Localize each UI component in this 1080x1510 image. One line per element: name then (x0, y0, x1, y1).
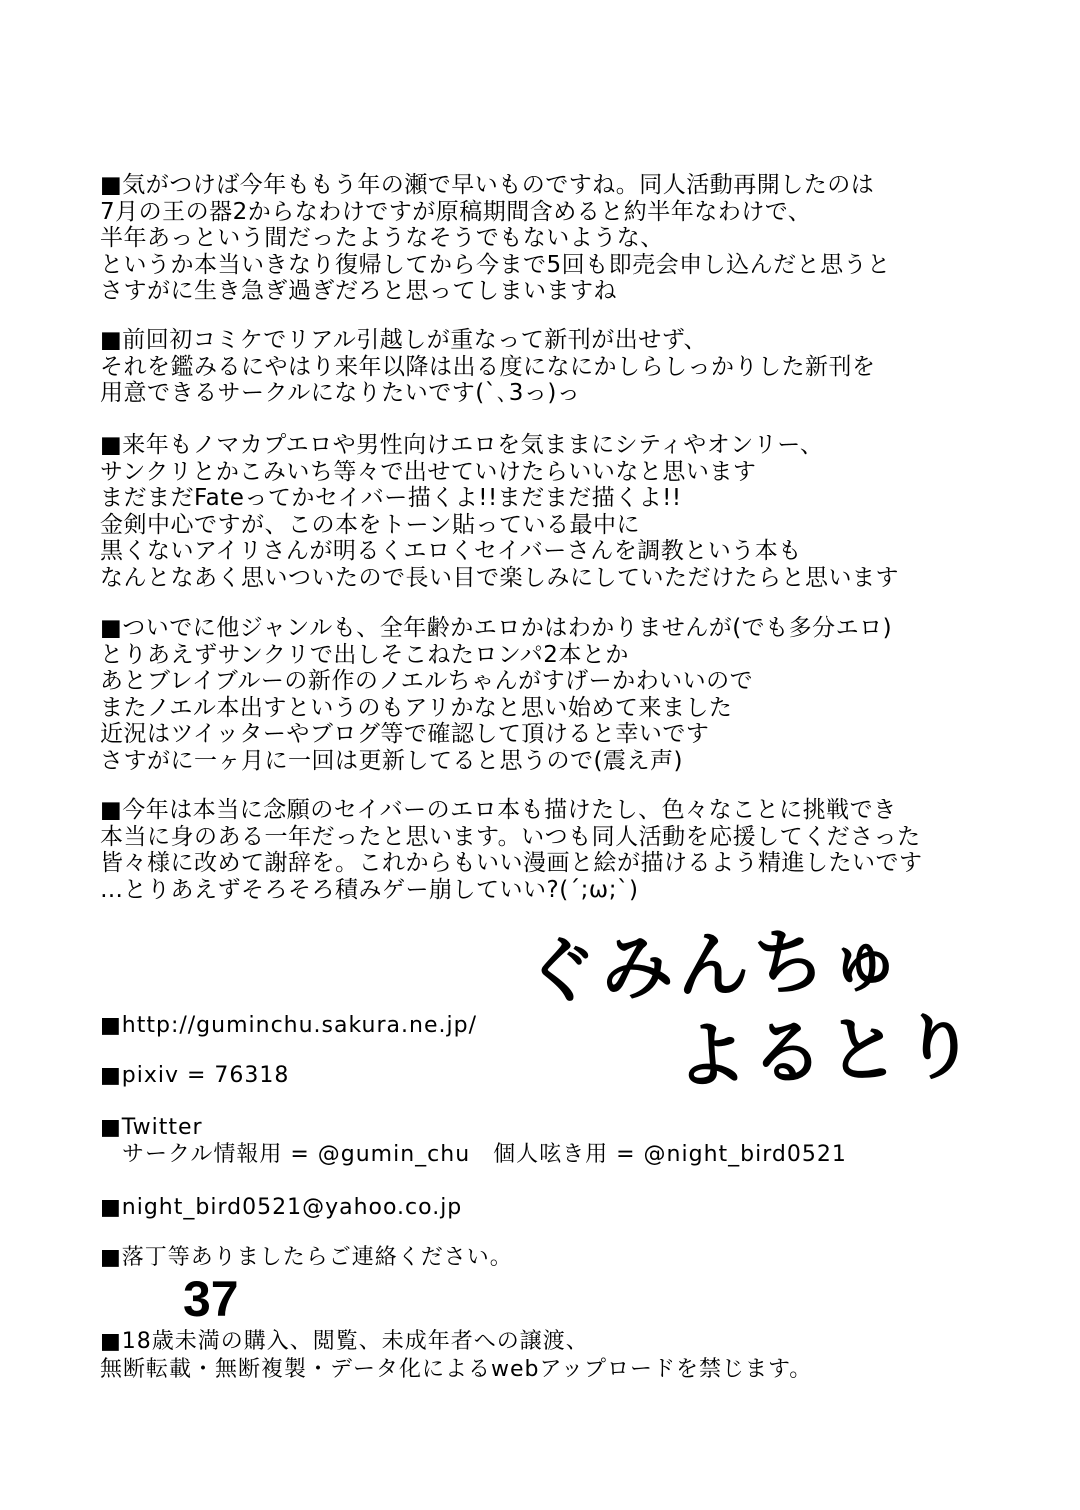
text-line: ■気がつけば今年ももう年の瀬で早いものですね。同人活動再開したのは (100, 172, 875, 198)
signature-circle-name: ぐみんちゅ (523, 916, 907, 1014)
afterword-paragraph-1 (100, 172, 891, 305)
text-line: それを鑑みるにやはり来年以降は出る度になにかしらしっかりした新刊を (100, 353, 876, 380)
text-line: ■今年は本当に念願のセイバーのエロ本も描けたし、色々なことに挑戦でき (100, 797, 897, 823)
text-line: 金剣中心ですが、この本をトーン貼っている最中に (100, 511, 641, 538)
website-url[interactable]: ■http://guminchu.sakura.ne.jp/ (100, 1013, 477, 1038)
page-number: 37 (183, 1271, 239, 1327)
text-line: 用意できるサークルになりたいです(`､3っ)っ (100, 380, 581, 406)
twitter-accounts: サークル情報用 = @gumin_chu 個人呟き用 = @night_bird0521 (122, 1142, 847, 1167)
text-line: 黒くないアイリさんが明るくエロくセイバーさんを調教という本も (100, 538, 802, 564)
text-line: 本当に身のある一年だったと思います。いつも同人活動を応援してくださった (100, 823, 921, 850)
text-line: またノエル本出すというのもアリかなと思い始めて来ました (100, 694, 733, 721)
text-line: ■来年もノマカプエロや男性向けエロを気ままにシティやオンリー、 (100, 432, 824, 458)
pixiv-id: ■pixiv = 76318 (100, 1063, 290, 1088)
text-line: 半年あっという間だったようなそうでもないような、 (100, 225, 664, 251)
text-line: というか本当いきなり復帰してから今まで5回も即売会申し込んだと思うと (100, 251, 891, 278)
signature-author-name: よるとり (673, 1003, 981, 1099)
text-line: あとブレイブルーの新作のノエルちゃんがすげーかわいいので (100, 668, 754, 694)
afterword-paragraph-4 (100, 615, 892, 774)
text-line: まだまだFateってかセイバー描くよ!!まだまだ描くよ!! (100, 485, 682, 511)
afterword-paragraph-2 (100, 327, 876, 407)
misprint-notice: ■落丁等ありましたらご連絡ください。 (100, 1245, 513, 1270)
text-line: サンクリとかこみいち等々で出せていけたらいいなと思います (100, 458, 757, 485)
text-line: 近況はツイッターやブログ等で確認して頂けると幸いです (100, 721, 710, 747)
prohibition-notice-line-2: 無断転載・無断複製・データ化によるwebアップロードを禁じます。 (100, 1357, 813, 1382)
afterword-paragraph-5 (100, 797, 923, 903)
text-line: とりあえずサンクリで出しそこねたロンパ2本とか (100, 641, 629, 668)
text-line: さすがに生き急ぎ過ぎだろと思ってしまいますね (100, 278, 617, 304)
prohibition-notice-line-1: ■18歳未満の購入、閲覧、未成年者への譲渡、 (100, 1329, 589, 1354)
email-address[interactable]: ■night_bird0521@yahoo.co.jp (100, 1195, 463, 1220)
text-line: ■ついでに他ジャンルも、全年齢かエロかはわかりませんが(でも多分エロ) (100, 615, 893, 641)
text-line: ■前回初コミケでリアル引越しが重なって新刊が出せず、 (100, 327, 707, 353)
text-line: さすがに一ヶ月に一回は更新してると思うので(震え声) (100, 747, 683, 774)
text-line: 7月の王の器2からなわけですが原稿期間含めると約半年なわけで、 (100, 198, 812, 225)
text-line: なんとなあく思いついたので長い目で楽しみにしていただけたらと思います (100, 564, 899, 591)
twitter-heading: ■Twitter (100, 1115, 203, 1140)
text-line: 皆々様に改めて謝辞を。これからもいい漫画と絵が描けるよう精進したいです (100, 850, 923, 876)
text-line: …とりあえずそろそろ積みゲー崩していい?(´;ω;`) (100, 876, 639, 903)
afterword-paragraph-3 (100, 432, 899, 591)
